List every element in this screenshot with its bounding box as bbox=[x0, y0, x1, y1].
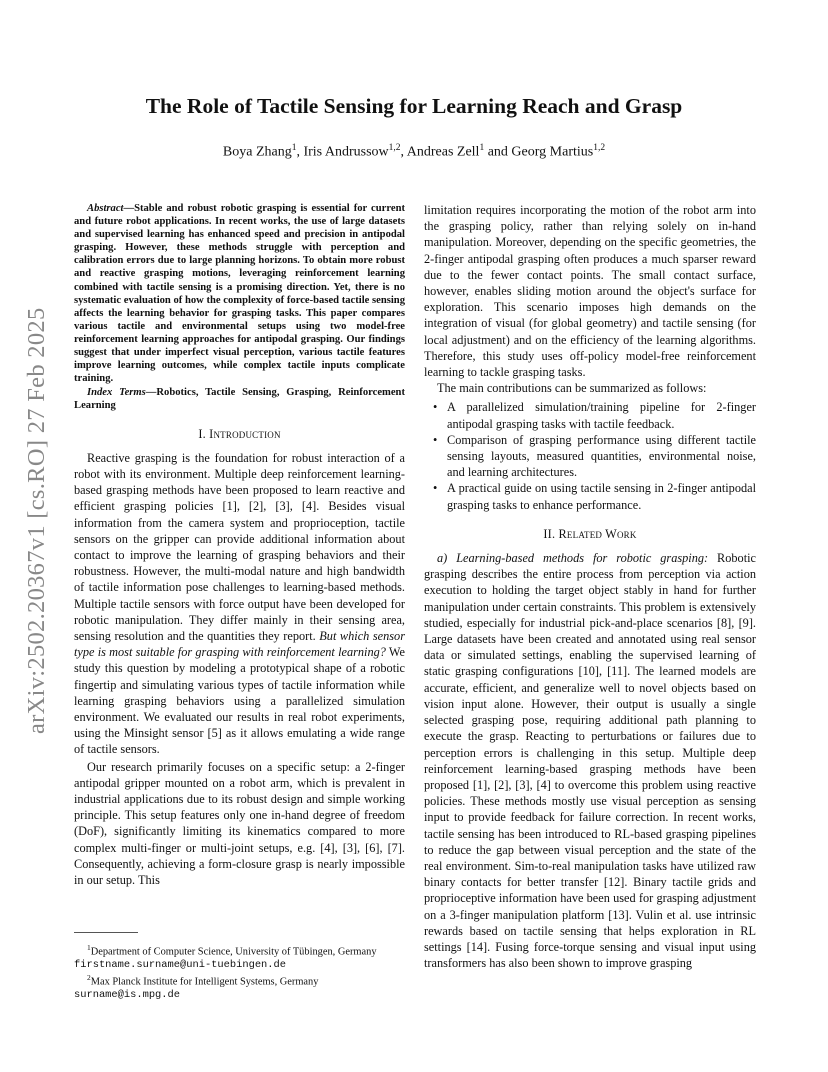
footnote-2 bbox=[74, 972, 405, 1002]
contribution-item: • A parallelized simulation/training pipeline for 2-finger antipodal grasping tasks with tactile feedback. bbox=[447, 399, 756, 431]
footnotes bbox=[74, 942, 405, 1001]
author-affiliation-mark: 1 bbox=[291, 143, 297, 153]
author-affiliation-mark: 1 bbox=[479, 143, 485, 153]
footnote-2-email: surname@is.mpg.de bbox=[74, 988, 181, 1001]
index-terms-label: Index Terms bbox=[87, 387, 146, 399]
intro-paragraph-2: Our research primarily focuses on a specific setup: a 2-finger antipodal gripper mounted on a robot arm, which is prevalent in industrial applications due to its robust design and simple working principle. This setup features only one in-hand degree of freedom (DoF), significantly limiting its kinematics compared to more complex multi-finger or multi-joint setups, e.g. [4], [3], [6], [7]. Consequently, achieving a form-closure grasp is nearly impossible in our setup. This bbox=[74, 759, 405, 887]
author-list bbox=[74, 143, 754, 161]
index-terms bbox=[74, 386, 405, 412]
intro-p1-text: Reactive grasping is the foundation for robust interaction of a robot with its environment. Multiple deep reinforcement learning-based grasping methods have been proposed to learn reactive and efficient grasping policies [1], [2], [3], [4]. Besides visual information from the camera system and proprioception, tactile sensors on the gripper can provide additional information about contact to improve the learning of grasping behaviors and their robustness. However, the multi-modal nature and high bandwidth of tactile information pose challenges to learning-based methods. Multiple tactile sensors with force output have been developed for robotic manipulation. They differ mainly in their sensing area, sensing resolution and the quantities they report. bbox=[74, 450, 405, 643]
abstract bbox=[74, 202, 405, 385]
abstract-label: Abstract bbox=[87, 203, 124, 214]
author-name: Andreas Zell bbox=[406, 144, 480, 160]
research-question: But which sensor type is most suitable for grasping with reinforcement learning? bbox=[74, 628, 405, 660]
section-heading-related-work: II. Related Work bbox=[543, 526, 637, 541]
contribution-item: • Comparison of grasping performance using different tactile sensing layouts, measured quantities, environmental noise, and learning architectures. bbox=[447, 432, 756, 481]
related-work-text: Robotic grasping describes the entire process from perception via action execution to holding the target object stably in hand for further manipulation under certain constraints. This problem is extensively studied, especially for industrial pick-and-place scenarios [8], [9]. Large datasets have been created and annotated using real sensor data or simulated settings, enabling the supervised learning of static grasping configurations [10], [11]. The learned models are accurate, efficient, and generalize well to novel objects based on vision input alone. However, their output is usually a single selected grasping pose, requiring additional path planning to execute the grasp. Reacting to perturbations or failures due to perception errors is challenging in this setup. Multiple deep reinforcement learning-based grasping methods have been proposed [1], [2], [3], [4] to overcome this problem using reactive policies. These methods mostly use visual perception as sensing input to provide feedback for failure correction. In recent works, tactile sensing has been introduced to RL-based grasping pipelines to reduce the gap between visual perception and the state of the real environment. Sim-to-real manipulation tasks have utilized raw binary contacts for better transfer [12]. Binary tactile grids and proprioceptive information have been used for grasping adjustment on a 3-finger manipulation platform [13]. Vulin et al. use intrinsic rewards based on tactile sensing that helps exploration in RL settings [14]. Fusing force-torque sensing and visual input using transformers has also been shown to improve grasping bbox=[424, 551, 756, 971]
author-name: Boya Zhang bbox=[222, 144, 292, 160]
intro-p1-text-cont: We study this question by modeling a prototypical shape of a robotic fingertip and simulating various types of tactile information while learning grasping behaviors using a parallelized simulation environment. We evaluated our results in real robot experiments, using the Minsight sensor [5] as it allows emulating a wide range of tactile sensors. bbox=[74, 645, 406, 757]
section-heading-introduction: I. Introduction bbox=[198, 426, 281, 441]
contribution-item: • A practical guide on using tactile sensing in 2-finger antipodal grasping tasks to enhance performance. bbox=[447, 480, 756, 512]
author-name: Iris Andrussow bbox=[303, 144, 389, 160]
related-work-paragraph bbox=[424, 550, 756, 971]
author-separator: , bbox=[400, 144, 407, 160]
left-column bbox=[74, 202, 405, 888]
author-separator: , bbox=[296, 144, 304, 160]
index-terms-dash: — bbox=[145, 387, 157, 399]
abstract-dash: — bbox=[123, 203, 135, 214]
right-column bbox=[424, 202, 756, 971]
index-terms-text: Robotics, Tactile Sensing, Grasping, Reinforcement Learning bbox=[74, 387, 405, 412]
contributions-list bbox=[424, 399, 756, 512]
author-name: Georg Martius bbox=[511, 144, 594, 160]
footnote-rule bbox=[74, 932, 138, 933]
intro-paragraph-1 bbox=[74, 450, 405, 758]
subsection-heading: a) Learning-based methods for robotic grasping: bbox=[437, 551, 709, 566]
footnote-1-text: Department of Computer Science, University of Tübingen, Germany bbox=[90, 946, 377, 958]
footnote-2-text: Max Planck Institute for Intelligent Systems, Germany bbox=[90, 976, 319, 988]
footnote-1 bbox=[74, 942, 405, 972]
intro-paragraph-continued: limitation requires incorporating the motion of the robot arm into the grasping policy, rather than relying solely on in-hand manipulation. Moreover, depending on the specific geometries, the 2-finger antipodal grasping often produces a much sparser reward due to the fewer contact points. The small contact surface, however, enables sliding motion around the object's surface for exploration. This scenario imposes high demands on the integration of visual (for global geometry) and tactile sensing (for local adjustment) and on the efficiency of the learning algorithms. Therefore, this study uses off-policy model-free reinforcement learning to tackle grasping tasks. bbox=[424, 203, 756, 380]
author-separator: and bbox=[484, 144, 512, 160]
footnote-1-email: firstname.surname@uni-tuebingen.de bbox=[74, 959, 287, 972]
abstract-text: Stable and robust robotic grasping is essential for current and future robot applications. In recent works, the use of large datasets and supervised learning has enhanced speed and precision in antipodal grasping. However, these methods struggle with perception and calibration errors due to large planning horizons. To obtain more robust and reactive grasping motions, leveraging reinforcement learning combined with tactile sensing is a promising direction. Yet, there is no systematic evaluation of how the complexity of force-based tactile sensing affects the learning behavior for grasping tasks. This paper compares various tactile and environmental setups using two model-free reinforcement learning approaches for antipodal grasping. Our findings suggest that under imperfect visual perception, various tactile features improve learning outcomes, while complex tactile inputs complicate training. bbox=[74, 203, 405, 385]
contributions-intro: The main contributions can be summarized as follows: bbox=[437, 381, 707, 396]
footnote-mark: 1 bbox=[87, 943, 91, 952]
paper-title: The Role of Tactile Sensing for Learning Reach and Grasp bbox=[145, 94, 683, 118]
author-affiliation-mark: 1,2 bbox=[593, 143, 606, 153]
author-affiliation-mark: 1,2 bbox=[388, 143, 401, 153]
footnote-mark: 2 bbox=[87, 972, 91, 982]
arxiv-identifier-stamp: arXiv:2502.20367v1 [cs.RO] 27 Feb 2025 bbox=[23, 307, 50, 735]
